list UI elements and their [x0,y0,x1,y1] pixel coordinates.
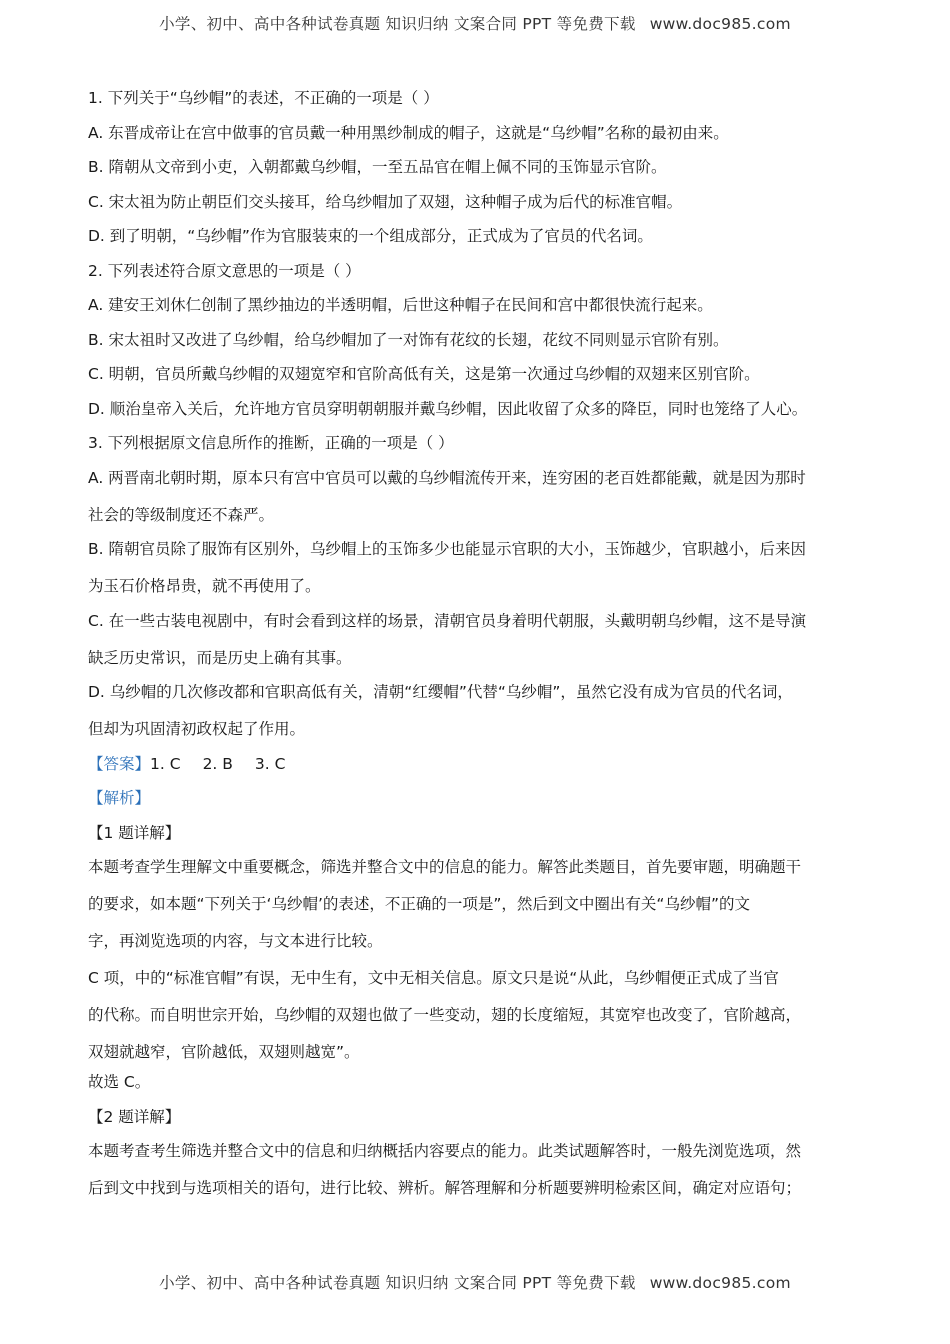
footer-text: 小学、初中、高中各种试卷真题 知识归纳 文案合同 PPT 等免费下载 [159,1274,636,1292]
q1-detail-para2-line1: C 项，中的“标准官帽”有误，无中生有，文中无相关信息。原文只是说“从此，乌纱帽便正式成了当官 [88,969,779,987]
q1-detail-para1-line3: 字，再浏览选项的内容，与文本进行比较。 [88,932,383,950]
q1-option-b: B. 隋朝从文帝到小吏，入朝都戴乌纱帽，一至五品官在帽上佩不同的玉饰显示官阶。 [88,158,667,176]
page-footer [0,1271,950,1293]
answer-label: 【答案】 [88,754,151,773]
q2-detail-label: 【2 题详解】 [88,1107,181,1126]
q1-detail-para2-line2: 的代称。而自明世宗开始，乌纱帽的双翅也做了一些变动，翅的长度缩短，其宽窄也改变了，官阶越高， [88,1006,802,1024]
q1-option-c: C. 宋太祖为防止朝臣们交头接耳，给乌纱帽加了双翅，这种帽子成为后代的标准官帽。 [88,192,683,211]
q3-option-a-line1: A. 两晋南北朝时期，原本只有宫中官员可以戴的乌纱帽流传开来，连穷困的老百姓都能戴，就是因为那时 [88,468,806,487]
analysis-label: 【解析】 [88,789,151,807]
q2-option-d: D. 顺治皇帝入关后，允许地方官员穿明朝朝服并戴乌纱帽，因此收留了众多的降臣，同时也笼络了人心。 [88,399,808,418]
q3-stem: 3. 下列根据原文信息所作的推断，正确的一项是（ ） [88,434,454,452]
q1-detail-label: 【1 题详解】 [88,823,181,842]
q1-detail-para1-line1: 本题考查学生理解文中重要概念，筛选并整合文中的信息的能力。解答此类题目，首先要审题，明确题干 [88,858,802,876]
q1-option-d: D. 到了明朝，“乌纱帽”作为官服装束的一个组成部分，正式成为了官员的代名词。 [88,227,653,245]
q3-option-a-line2: 社会的等级制度还不森严。 [88,505,275,524]
q2-detail-para1-line1: 本题考查考生筛选并整合文中的信息和归纳概括内容要点的能力。此类试题解答时，一般先浏览选项，然 [88,1142,802,1160]
q3-option-b-line2: 为玉石价格昂贵，就不再使用了。 [88,577,321,595]
answer-item-3: 3. C [254,754,286,773]
q2-detail-para1-line2: 后到文中找到与选项相关的语句，进行比较、辨析。解答理解和分析题要辨明检索区间，确定对应语句； [88,1179,802,1197]
q3-option-c-line1: C. 在一些古装电视剧中，有时会看到这样的场景，清朝官员身着明代朝服，头戴明朝乌纱帽，这不是导演 [88,611,807,630]
header-text: 小学、初中、高中各种试卷真题 知识归纳 文案合同 PPT 等免费下载 [159,15,636,33]
q3-option-d-line1: D. 乌纱帽的几次修改都和官职高低有关，清朝“红缨帽”代替“乌纱帽”，虽然它没有成为官员的代名词， [88,683,793,701]
q3-option-d-line2: 但却为巩固清初政权起了作用。 [88,720,306,738]
answer-item-2: 2. B [202,754,233,773]
q2-option-a: A. 建安王刘休仁创制了黑纱抽边的半透明帽，后世这种帽子在民间和宫中都很快流行起来。 [88,296,713,314]
q3-option-b-line1: B. 隋朝官员除了服饰有区别外，乌纱帽上的玉饰多少也能显示官职的大小，玉饰越少，官职越小，后来因 [88,540,806,558]
q3-option-c-line2: 缺乏历史常识，而是历史上确有其事。 [88,648,352,667]
page-header [0,12,950,34]
q1-detail-para1-line2: 的要求，如本题“下列关于‘乌纱帽’的表述，不正确的一项是”，然后到文中圈出有关“乌纱帽”的文 [88,895,750,913]
document-body [88,88,878,1215]
q2-option-c: C. 明朝，官员所戴乌纱帽的双翅宽窄和官阶高低有关，这是第一次通过乌纱帽的双翅来区别官阶。 [88,365,760,383]
q2-option-b: B. 宋太祖时又改进了乌纱帽，给乌纱帽加了一对饰有花纹的长翅，花纹不同则显示官阶有别。 [88,330,729,349]
q1-stem: 1. 下列关于“乌纱帽”的表述，不正确的一项是（ ） [88,89,439,107]
q1-detail-para2-line3: 双翅就越窄，官阶越低，双翅则越宽”。 [88,1043,360,1061]
footer-site-link[interactable]: www.doc985.com [649,1274,791,1292]
q2-stem: 2. 下列表述符合原文意思的一项是（ ） [88,261,361,280]
answer-row [88,754,878,775]
answer-item-1: 1. C [150,754,181,773]
header-site-link[interactable]: www.doc985.com [649,15,791,33]
q1-detail-conclusion: 故选 C。 [88,1073,151,1091]
q1-option-a: A. 东晋成帝让在宫中做事的官员戴一种用黑纱制成的帽子，这就是“乌纱帽”名称的最初由来。 [88,123,729,142]
